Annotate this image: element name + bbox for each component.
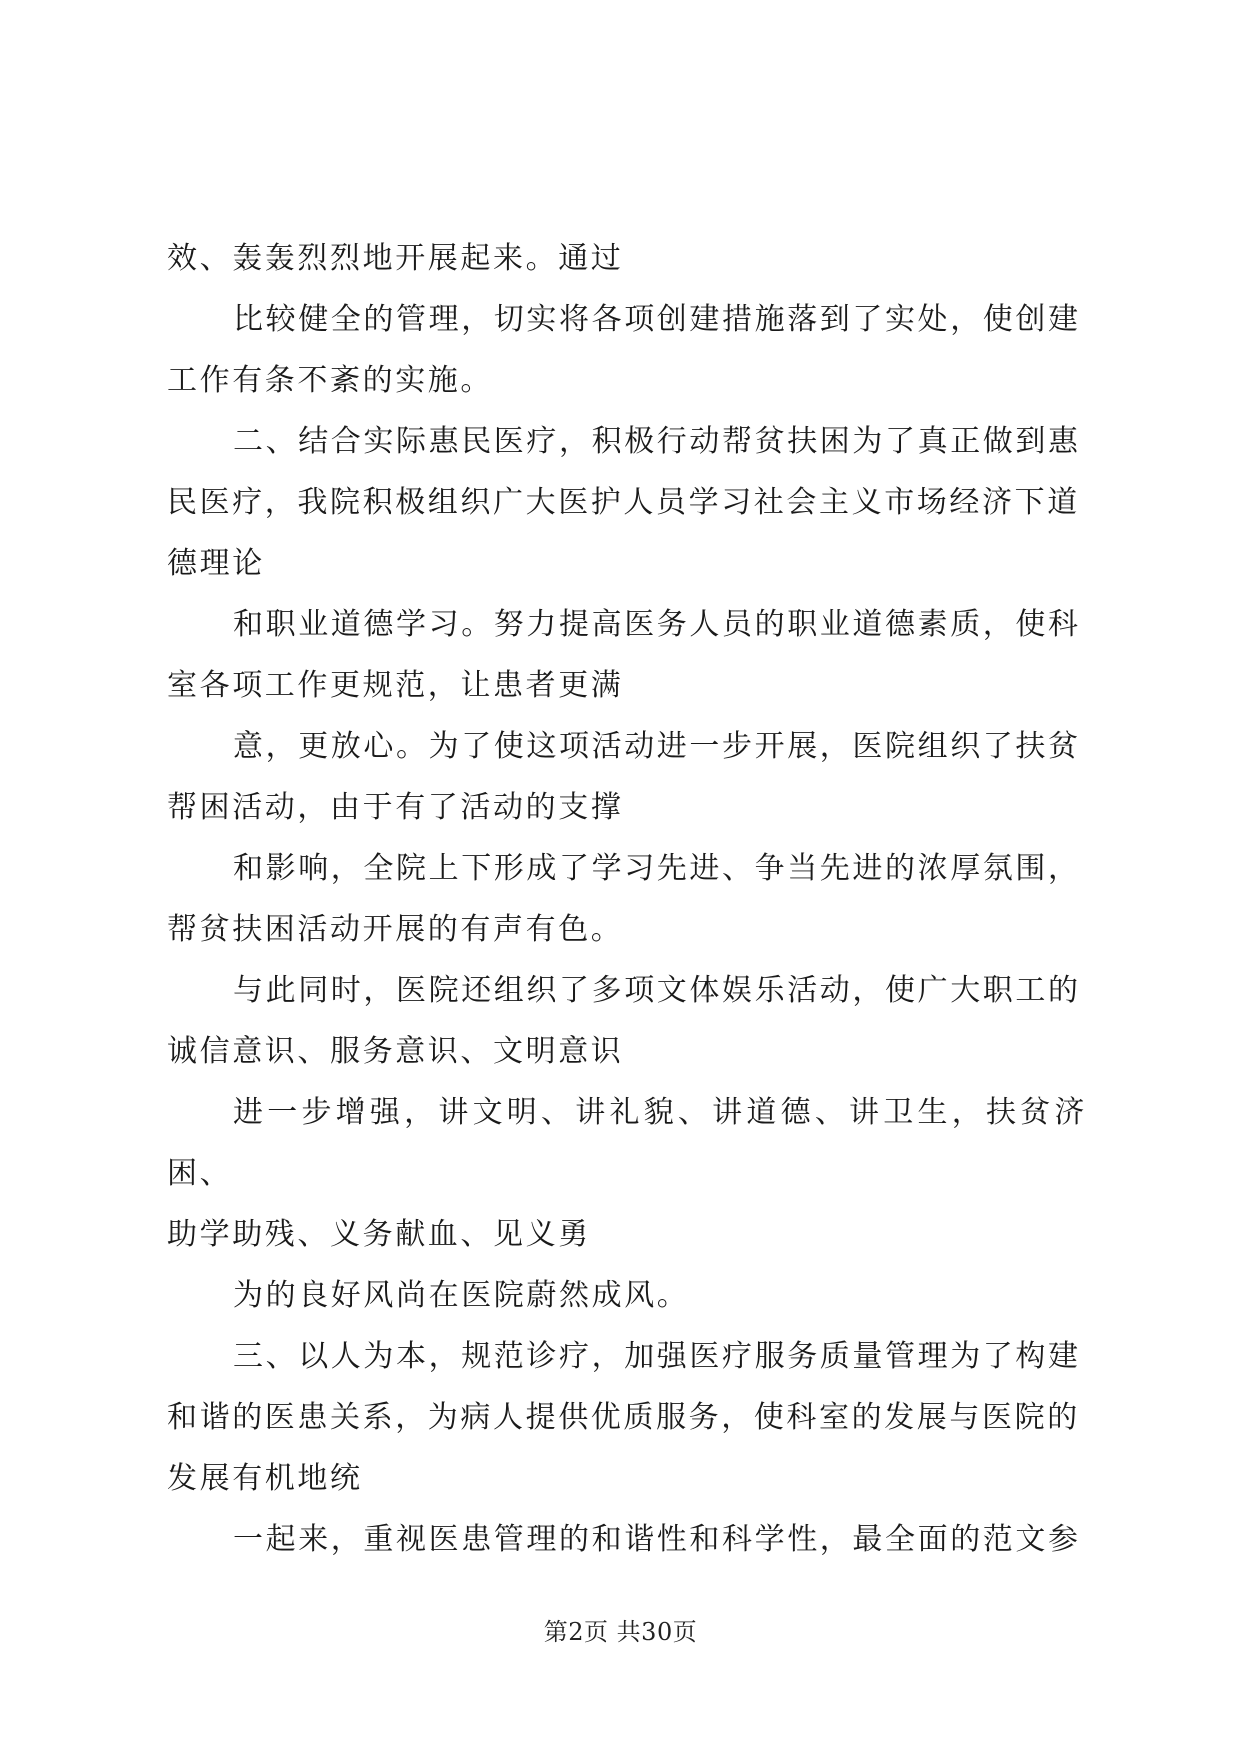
text-line: 室各项工作更规范，让患者更满 [167,668,624,703]
text-line: 和谐的医患关系，为病人提供优质服务，使科室的发展与医院的 [167,1400,1080,1435]
paragraph [167,594,1087,716]
text-line: 工作有条不紊的实施。 [167,363,493,398]
paragraph [167,1326,1087,1509]
paragraph [167,289,1087,411]
body-text [167,228,1087,1570]
paragraph [167,1265,1087,1326]
paragraph [167,716,1087,838]
text-line: 为的良好风尚在医院蔚然成风。 [233,1278,690,1313]
paragraph [167,1509,1087,1570]
text-line: 意，更放心。为了使这项活动进一步开展，医院组织了扶贫 [233,729,1081,764]
text-line: 帮困活动，由于有了活动的支撑 [167,790,624,825]
text-line: 三、以人为本，规范诊疗，加强医疗服务质量管理为了构建 [233,1339,1081,1374]
text-line: 诚信意识、服务意识、文明意识 [167,1034,624,1069]
page-footer: 第2页 共30页 [543,1618,698,1646]
text-line: 和影响，全院上下形成了学习先进、争当先进的浓厚氛围， [233,851,1081,886]
text-line: 进一步增强，讲文明、讲礼貌、讲道德、讲卫生，扶贫济困、 [167,1095,1087,1191]
paragraph [167,228,1087,289]
text-line: 与此同时，医院还组织了多项文体娱乐活动，使广大职工的 [233,973,1081,1008]
text-line: 发展有机地统 [167,1461,363,1496]
text-line: 帮贫扶困活动开展的有声有色。 [167,912,624,947]
text-line: 二、结合实际惠民医疗，积极行动帮贫扶困为了真正做到惠 [233,424,1081,459]
text-line: 和职业道德学习。努力提高医务人员的职业道德素质，使科 [233,607,1081,642]
text-line: 助学助残、义务献血、见义勇 [167,1217,591,1252]
paragraph [167,1082,1087,1265]
paragraph [167,838,1087,960]
paragraph [167,411,1087,594]
text-line: 德理论 [167,546,265,581]
text-line: 一起来，重视医患管理的和谐性和科学性，最全面的范文参 [233,1522,1081,1557]
text-line: 比较健全的管理，切实将各项创建措施落到了实处，使创建 [233,302,1081,337]
text-line: 民医疗，我院积极组织广大医护人员学习社会主义市场经济下道 [167,485,1080,520]
paragraph [167,960,1087,1082]
text-line: 效、轰轰烈烈地开展起来。通过 [167,241,624,276]
